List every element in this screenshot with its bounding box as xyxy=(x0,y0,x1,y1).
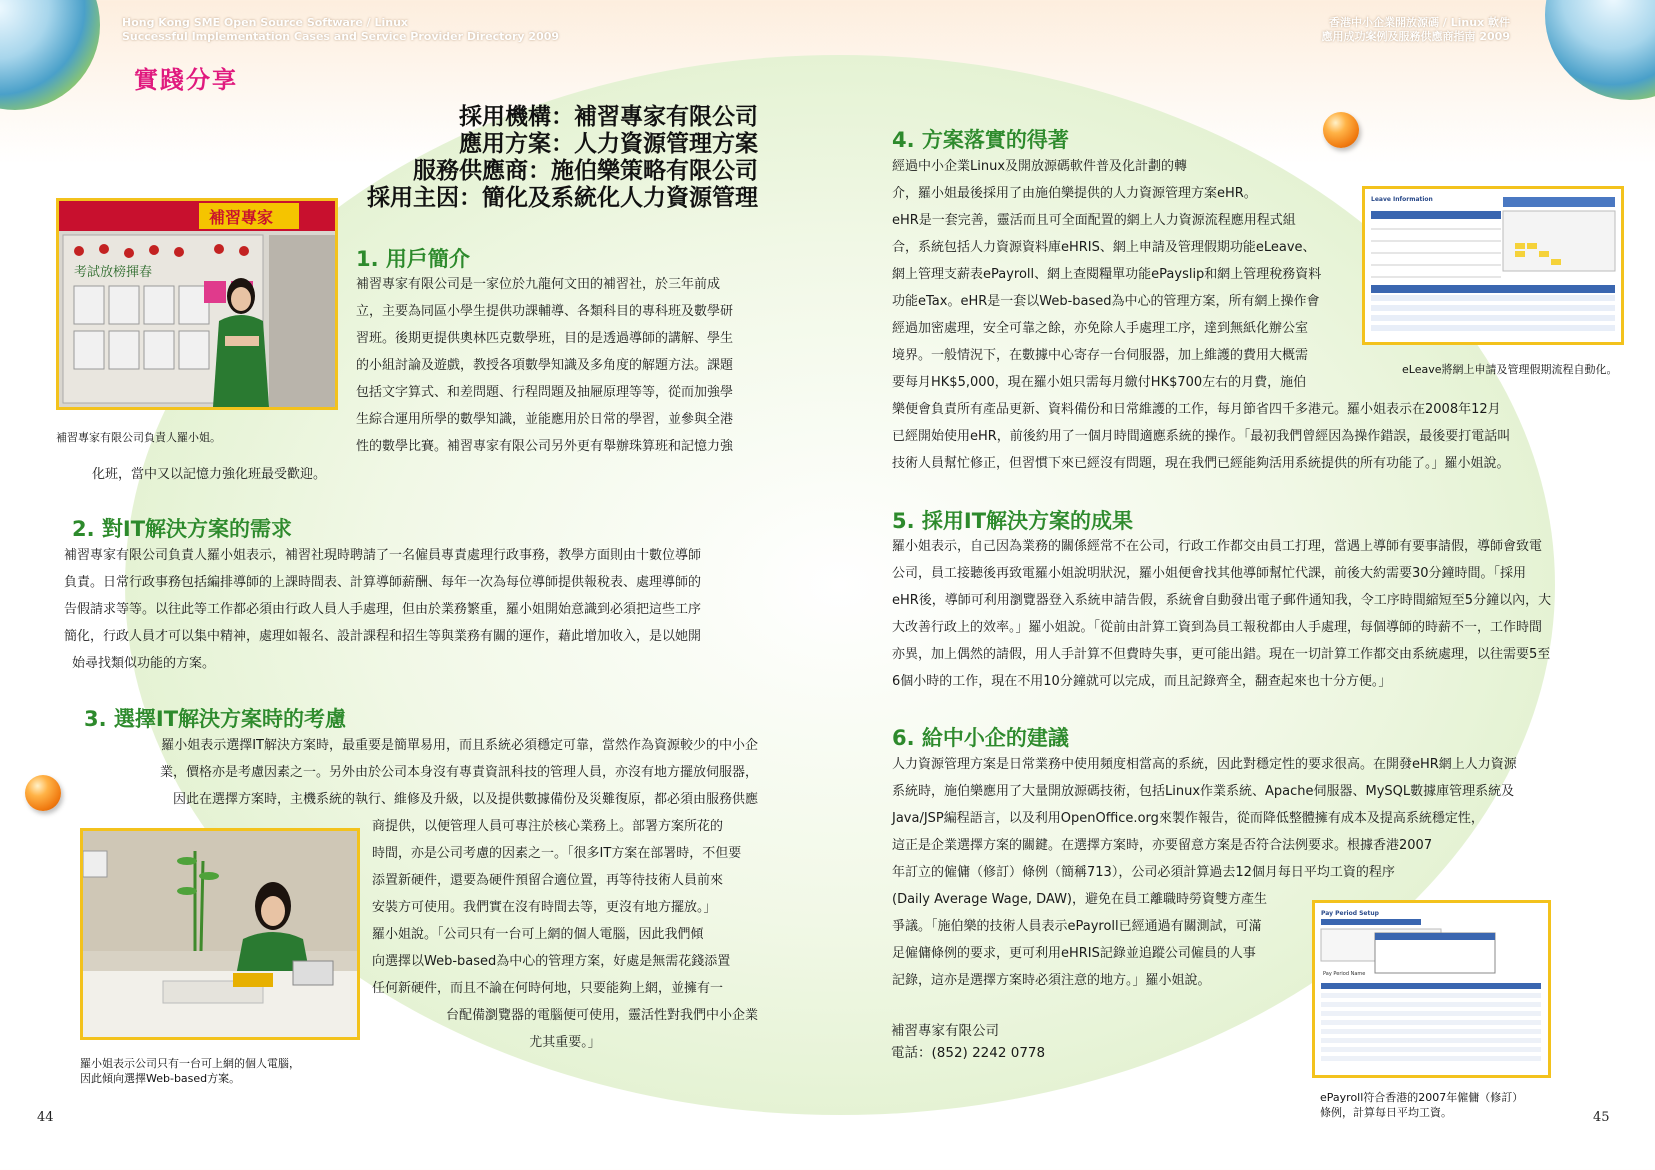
header-left-line2: Successful Implementation Cases and Service Provider Directory 2009 xyxy=(122,30,560,43)
header-right xyxy=(1280,16,1510,44)
section6-line: 足僱傭條例的要求，更可利用eHRIS記錄並追蹤公司僱員的人事 xyxy=(892,946,1256,961)
screenshot-epayroll xyxy=(1312,900,1551,1078)
photo-sign-top: 補習專家 xyxy=(209,208,274,227)
section1-line: 的小組討論及遊戲，教授各項數學知識及多角度的解題方法。課題 xyxy=(356,358,734,373)
page-number-right: 45 xyxy=(1593,1110,1610,1125)
section6-line: 這正是企業選擇方案的關鍵。在選擇方案時，亦要留意方案是否符合法例要求。根據香港2007 xyxy=(892,838,1433,853)
header-left-line1: Hong Kong SME Open Source Software / Linux xyxy=(122,16,409,29)
section4-line: 經過加密處理，安全可靠之餘，亦免除人手處理工序，達到無紙化辦公室 xyxy=(892,321,1309,336)
photo-sign-window: 考試放榜揮春 xyxy=(74,265,153,280)
header-right-line1: 香港中小企業開放源碼 / Linux 軟件 xyxy=(1328,16,1510,29)
section4-line: 功能eTax。eHR是一套以Web-based為中心的管理方案，所有網上操作會 xyxy=(892,294,1320,309)
contact-phone: 電話：(852) 2242 0778 xyxy=(891,1045,1046,1061)
heading-user-profile: 1. 用戶簡介 xyxy=(356,247,470,271)
heading-it-needs: 2. 對IT解決方案的需求 xyxy=(72,517,293,541)
section5-line: 亦異，加上偶然的請假，用人手計算不但費時失事，更可能出錯。現在一切計算工作都交由系統處理，以往需要5至 xyxy=(892,647,1551,662)
section2-line: 始尋找類似功能的方案。 xyxy=(72,656,216,671)
section3-body-bottom xyxy=(372,813,758,1056)
section4-line: 網上管理支薪表ePayroll、網上查閱糧單功能ePayslip和網上管理稅務資料 xyxy=(892,267,1322,282)
orange-ball-left-decoration xyxy=(25,775,61,811)
section4-line: 合，系統包括人力資源資料庫eHRIS、網上申請及管理假期功能eLeave、 xyxy=(892,240,1316,255)
section3-line: 業，價格亦是考慮因素之一。另外由於公司本身沒有專責資訊科技的管理人員，亦沒有地方擺放伺服器， xyxy=(159,765,758,780)
epayroll-form-illustration xyxy=(1315,903,1548,1075)
section6-line: 爭議。「施伯樂的技術人員表示ePayroll已經通過有關測試，可滿 xyxy=(892,919,1262,934)
page-number-left: 44 xyxy=(37,1110,54,1125)
section5-line: 羅小姐表示，自己因為業務的關係經常不在公司，行政工作都交由員工打理，當遇上導師有要事請假，導師會致電 xyxy=(892,539,1543,554)
section6-line: (Daily Average Wage, DAW)，避免在員工離職時勞資雙方產生 xyxy=(892,892,1268,907)
caption-epayroll-line2: 條例，計算每日平均工資。 xyxy=(1320,1106,1452,1119)
section2-line: 告假請求等等。以往此等工作都必須由行政人員人手處理，但由於業務繁重，羅小姐開始意識到必須把這些工序 xyxy=(64,602,702,617)
section6-body-narrow xyxy=(892,886,1302,994)
section3-line: 羅小姐表示選擇IT解決方案時，最重要是簡單易用，而且系統必須穩定可靠，當然作為資源較少的中小企 xyxy=(161,738,758,753)
section3-line: 尤其重要。」 xyxy=(529,1035,601,1050)
section-tag: 實踐分享 xyxy=(134,65,238,94)
section4-line: 要每月HK$5,000，現在羅小姐只需每月繳付HK$700左右的月費，施伯 xyxy=(892,375,1307,390)
section2-line: 簡化，行政人員才可以集中精神，處理如報名、設計課程和招生等與業務有關的運作，藉此增加收入，是以她開 xyxy=(64,629,702,644)
payroll-subtitle: Pay Period Name xyxy=(1323,971,1366,977)
photo-manager-at-desk xyxy=(80,828,360,1040)
caption-photo-desk xyxy=(80,1056,300,1086)
title-block xyxy=(360,104,758,212)
caption-epayroll-line1: ePayroll符合香港的2007年僱傭（修訂） xyxy=(1320,1091,1524,1104)
caption-epayroll xyxy=(1320,1090,1523,1120)
section4-line: 經過中小企業Linux及開放源碼軟件普及化計劃的轉 xyxy=(892,159,1188,174)
section1-line: 生綜合運用所學的數學知識，並能應用於日常的學習，並參與全港 xyxy=(356,412,734,427)
section3-line: 因此在選擇方案時，主機系統的執行、維修及升級，以及提供數據備份及災難復原，都必須由服務供應 xyxy=(172,792,758,807)
title-provider: 服務供應商：施伯樂策略有限公司 xyxy=(413,158,758,184)
heading-benefits: 4. 方案落實的得著 xyxy=(892,128,1069,152)
caption-photo-desk-line1: 羅小姐表示公司只有一台可上網的個人電腦， xyxy=(80,1057,300,1070)
globe-right-decoration xyxy=(1545,0,1655,100)
globe-left-decoration xyxy=(0,0,100,110)
section5-line: eHR後，導師可利用瀏覽器登入系統申請告假，系統會自動發出電子郵件通知我，令工序時間縮短至5分鐘以內，大 xyxy=(892,593,1552,608)
section4-line: 介，羅小姐最後採用了由施伯樂提供的人力資源管理方案eHR。 xyxy=(892,186,1257,201)
eleave-title: Leave Information xyxy=(1371,196,1433,203)
section1-line: 立，主要為同區小學生提供功課輔導、各類科目的專科班及數學研 xyxy=(356,304,734,319)
photo-desk-illustration xyxy=(83,831,357,1037)
section4-line: 已經開始使用eHR，前後約用了一個月時間適應系統的操作。「最初我們曾經因為操作錯誤，最後要打電話叫 xyxy=(892,429,1511,444)
section5-line: 公司，員工接聽後再致電羅小姐說明狀況，羅小姐便會找其他導師幫忙代課，前後大約需要30分鐘時間。「採用 xyxy=(892,566,1527,581)
caption-eleave: eLeave將網上申請及管理假期流程自動化。 xyxy=(1402,363,1618,376)
section6-line: 記錄，這亦是選擇方案時必須注意的地方。」羅小姐說。 xyxy=(892,973,1211,988)
header-right-line2: 應用成功案例及服務供應商指南 2009 xyxy=(1321,30,1510,43)
section6-line: 人力資源管理方案是日常業務中使用頻度相當高的系統，因此對穩定性的要求很高。在開發eHR網上人力資源 xyxy=(892,757,1517,772)
eleave-form-illustration xyxy=(1365,189,1621,342)
section6-body-wide xyxy=(892,751,1572,886)
section4-line: 境界。一般情況下，在數據中心寄存一台伺服器，加上維護的費用大概需 xyxy=(892,348,1309,363)
section1-tail-line: 化班，當中又以記憶力強化班最受歡迎。 xyxy=(92,467,327,482)
heading-selection-considerations: 3. 選擇IT解決方案時的考慮 xyxy=(84,707,347,731)
heading-advice: 6. 給中小企的建議 xyxy=(892,726,1069,750)
screenshot-eleave xyxy=(1362,186,1624,345)
heading-results: 5. 採用IT解決方案的成果 xyxy=(892,509,1134,533)
section3-line: 台配備瀏覽器的電腦便可使用，靈活性對我們中小企業 xyxy=(445,1008,758,1023)
orange-ball-right-decoration xyxy=(1323,112,1359,148)
contact-company: 補習專家有限公司 xyxy=(891,1023,999,1039)
caption-photo-desk-line2: 因此傾向選擇Web-based方案。 xyxy=(80,1072,241,1085)
section4-line: eHR是一套完善，靈活而且可全面配置的網上人力資源流程應用程式組 xyxy=(892,213,1296,228)
section3-line: 添置新硬件，還要為硬件預留合適位置，再等待技術人員前來 xyxy=(372,873,724,888)
section5-line: 6個小時的工作，現在不用10分鐘就可以完成，而且記錄齊全，翻查起來也十分方便。」 xyxy=(892,674,1392,689)
photo-manager-illustration xyxy=(59,201,335,407)
section2-line: 補習專家有限公司負責人羅小姐表示，補習社現時聘請了一名僱員專責處理行政事務，教學方面則由十數位導師 xyxy=(64,548,702,563)
section6-line: 年訂立的僱傭（修訂）條例（簡稱713），公司必須計算過去12個月每日平均工資的程序 xyxy=(892,865,1395,880)
title-organization: 採用機構：補習專家有限公司 xyxy=(459,104,758,130)
section4-line: 樂便會負責所有產品更新、資料備份和日常維護的工作，每月節省四千多港元。羅小姐表示在2008年12月 xyxy=(892,402,1501,417)
photo-manager-in-shop xyxy=(56,198,338,410)
section3-line: 羅小姐說。「公司只有一台可上網的個人電腦，因此我們傾 xyxy=(372,927,704,942)
section5-line: 大改善行政上的效率。」羅小姐說。「從前由計算工資到為員工報稅都由人手處理，每個導師的時薪不一，工作時間 xyxy=(892,620,1543,635)
section3-line: 任何新硬件，而且不論在何時何地，只要能夠上網，並擁有一 xyxy=(372,981,724,996)
contact-block xyxy=(891,1020,1045,1064)
section4-line: 技術人員幫忙修正，但習慣下來已經沒有問題，現在我們已經能夠活用系統提供的所有功能了。」羅小姐說。 xyxy=(892,456,1510,471)
section1-line: 習班。後期更提供奧林匹克數學班，目的是透過導師的講解、學生 xyxy=(356,331,734,346)
section6-line: 系統時，施伯樂應用了大量開放源碼技術，包括Linux作業系統、Apache伺服器、MySQL數據庫管理系統及 xyxy=(892,784,1515,799)
header-left xyxy=(122,16,559,44)
section2-line: 負責。日常行政事務包括編排導師的上課時間表、計算導師薪酬、每年一次為每位導師提供報稅表、處理導師的 xyxy=(64,575,702,590)
caption-photo-manager: 補習專家有限公司負責人羅小姐。 xyxy=(56,431,221,444)
section1-line: 性的數學比賽。補習專家有限公司另外更有舉辦珠算班和記憶力強 xyxy=(356,439,734,454)
section5-body xyxy=(892,533,1612,695)
section3-line: 向選擇以Web-based為中心的管理方案，好處是無需花錢添置 xyxy=(372,954,731,969)
section3-line: 時間，亦是公司考慮的因素之一。「很多IT方案在部署時，不但要 xyxy=(372,846,742,861)
section1-tail xyxy=(92,461,326,488)
section3-body-top xyxy=(64,732,758,813)
title-reason: 採用主因：簡化及系統化人力資源管理 xyxy=(367,185,758,211)
section1-line: 包括文字算式、和差問題、行程問題及抽屜原理等等，從而加強學 xyxy=(356,385,734,400)
section2-body xyxy=(64,542,764,677)
section6-line: Java/JSP編程語言，以及利用OpenOffice.org來製作報告，從而降低整體擁有成本及提高系統穩定性， xyxy=(892,811,1484,826)
section1-line: 補習專家有限公司是一家位於九龍何文田的補習社，於三年前成 xyxy=(356,277,721,292)
section4-body-wide xyxy=(892,396,1592,477)
section4-body-narrow xyxy=(892,153,1372,396)
section1-body xyxy=(356,271,758,460)
section3-line: 商提供，以便管理人員可專注於核心業務上。部署方案所花的 xyxy=(372,819,724,834)
title-solution: 應用方案：人力資源管理方案 xyxy=(459,131,758,157)
section3-line: 安裝方可使用。我們實在沒有時間去等，更沒有地方擺放。」 xyxy=(372,900,717,915)
payroll-title: Pay Period Setup xyxy=(1321,910,1379,917)
